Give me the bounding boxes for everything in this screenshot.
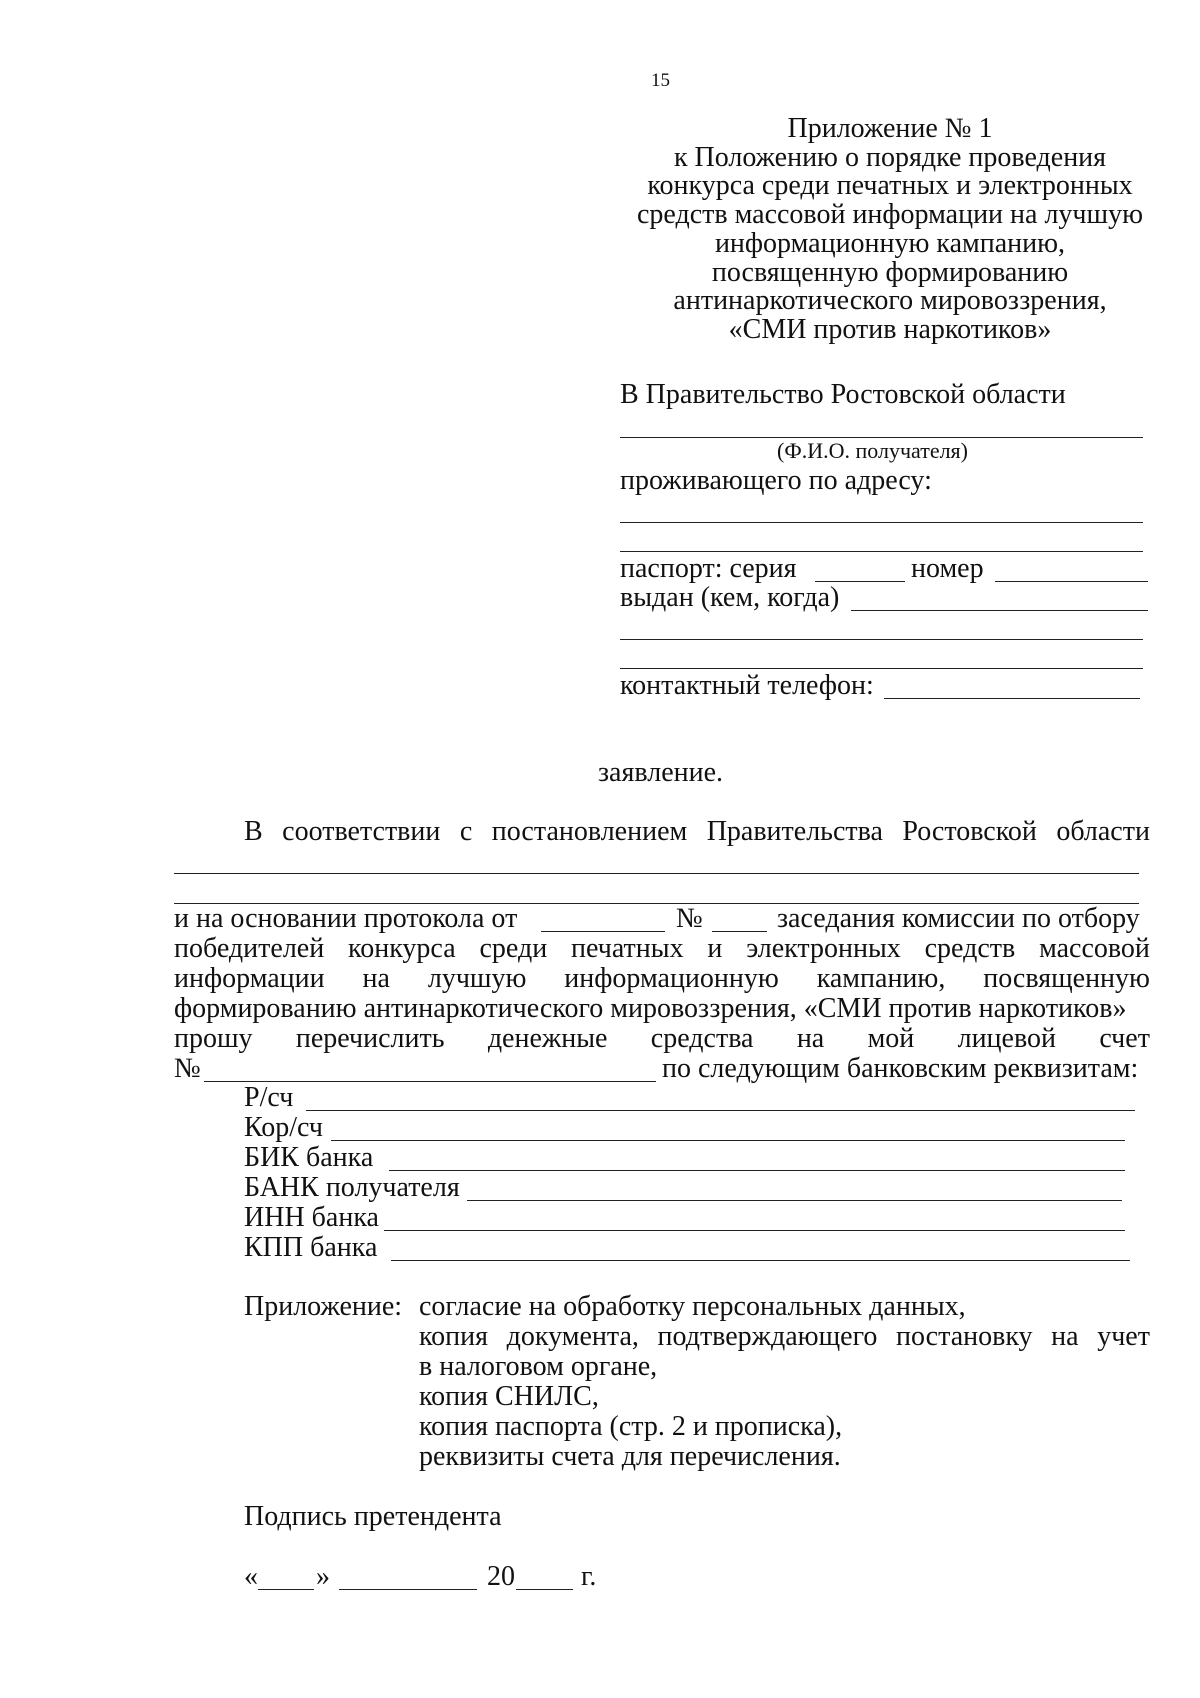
bank-field-kpp[interactable]	[391, 1260, 1130, 1261]
date-close-quote: »	[316, 1561, 330, 1592]
word: информации	[174, 963, 325, 994]
protocol-date-field[interactable]	[541, 931, 665, 932]
word: и	[707, 933, 723, 964]
word: посвященную	[983, 963, 1150, 994]
date-open-quote: «	[244, 1561, 258, 1592]
word: средств	[924, 933, 1016, 964]
word: с	[459, 816, 473, 847]
address-line-1[interactable]	[620, 522, 1143, 523]
attachment-item: копия паспорта (стр. 2 и прописка),	[419, 1411, 843, 1442]
address-label: проживающего по адресу:	[620, 465, 932, 496]
word: постановку	[896, 1321, 1033, 1352]
attachment-item	[419, 1321, 1150, 1353]
address-line-2[interactable]	[620, 551, 1143, 552]
issued-label: выдан (кем, когда)	[620, 582, 840, 613]
word: электронных	[746, 933, 901, 964]
issued-line-2[interactable]	[620, 639, 1143, 640]
passport-number-label: номер	[911, 553, 984, 584]
word: денежные	[487, 1023, 608, 1054]
appendix-line: средств массовой информации на лучшую	[637, 199, 1143, 231]
word: постановлением	[491, 816, 688, 847]
passport-number-field[interactable]	[995, 581, 1148, 582]
bank-field-bank[interactable]	[467, 1200, 1122, 1201]
word: на	[1051, 1321, 1079, 1352]
bank-field-bik[interactable]	[389, 1170, 1125, 1171]
phone-field[interactable]	[884, 698, 1140, 699]
attachment-item: реквизиты счета для перечисления.	[419, 1441, 841, 1472]
body-line-6: формированию антинаркотического мировоззрения, «СМИ против наркотиков»	[174, 993, 1127, 1024]
appendix-line: антинаркотического мировоззрения,	[673, 285, 1107, 317]
bank-field-korsch[interactable]	[331, 1140, 1125, 1141]
word: кампанию,	[816, 963, 946, 994]
appendix-header	[620, 115, 1160, 345]
attachment-item: согласие на обработку персональных данных,	[419, 1291, 966, 1322]
date-year-suffix: г.	[581, 1561, 597, 1592]
word: победителей	[174, 933, 325, 964]
word: на	[362, 963, 390, 994]
bank-field-inn[interactable]	[384, 1230, 1125, 1231]
fio-caption: (Ф.И.О. получателя)	[777, 438, 969, 463]
body-line-4	[174, 933, 1150, 965]
word: среди	[479, 933, 548, 964]
appendix-line: Приложение № 1	[787, 113, 993, 144]
attachment-item: в налоговом органе,	[419, 1351, 658, 1382]
word: области	[1056, 816, 1150, 847]
word: мой	[867, 1023, 915, 1054]
protocol-suffix: заседания комиссии по отбору	[777, 903, 1140, 934]
date-century: 20	[487, 1561, 515, 1592]
resolution-line-1[interactable]	[174, 873, 1139, 874]
bank-field-label: БИК банка	[244, 1142, 374, 1173]
page-number: 15	[651, 70, 670, 91]
appendix-line: информационную кампанию,	[714, 227, 1066, 259]
appendix-line: «СМИ против наркотиков»	[728, 313, 1052, 345]
word: на	[796, 1023, 825, 1054]
bank-field-label: ИНН банка	[244, 1202, 379, 1233]
word: В	[244, 816, 263, 847]
date-month-field[interactable]	[339, 1589, 477, 1590]
attachments-label: Приложение:	[244, 1291, 403, 1322]
word: Ростовской	[902, 816, 1037, 847]
word: Правительства	[706, 816, 883, 847]
date-day-field[interactable]	[258, 1589, 314, 1590]
phone-label: контактный телефон:	[620, 670, 874, 701]
bank-field-rsch[interactable]	[306, 1110, 1135, 1111]
appendix-line: конкурса среди печатных и электронных	[647, 170, 1133, 202]
protocol-number-field[interactable]	[712, 931, 767, 932]
signature-label: Подпись претендента	[244, 1501, 502, 1532]
bank-field-label: КПП банка	[244, 1232, 378, 1263]
date-year-field[interactable]	[516, 1589, 573, 1590]
bank-field-label: Р/сч	[244, 1082, 294, 1113]
protocol-prefix: и на основании протокола от	[174, 903, 518, 934]
word: подтверждающего	[657, 1321, 878, 1352]
body-line-5	[174, 963, 1150, 995]
word: лучшую	[427, 963, 527, 994]
word: прошу	[174, 1023, 253, 1054]
word: копия	[419, 1321, 489, 1352]
appendix-line: посвященную формированию	[711, 256, 1069, 288]
addressee-to: В Правительство Ростовской области	[620, 379, 1066, 410]
word: учет	[1097, 1321, 1150, 1352]
bank-details-suffix: по следующим банковским реквизитам:	[662, 1053, 1139, 1084]
word: счет	[1099, 1023, 1150, 1054]
bank-field-label: БАНК получателя	[244, 1172, 460, 1203]
body-line-7	[174, 1023, 1150, 1055]
word: массовой	[1039, 933, 1150, 964]
appendix-line: к Положению о порядке проведения	[673, 141, 1107, 173]
document-title: заявление.	[598, 757, 724, 788]
word: печатных	[571, 933, 684, 964]
account-number-sign: №	[174, 1053, 201, 1084]
passport-series-label: паспорт: серия	[620, 553, 797, 584]
word: перечислить	[295, 1023, 445, 1054]
word: документа,	[506, 1321, 639, 1352]
word: лицевой	[957, 1023, 1056, 1054]
attachment-item: копия СНИЛС,	[419, 1381, 599, 1412]
word: информационную	[564, 963, 779, 994]
body-line-1	[244, 816, 1150, 848]
bank-field-label: Кор/сч	[244, 1112, 324, 1143]
issued-line-3[interactable]	[620, 668, 1143, 669]
word: средства	[650, 1023, 754, 1054]
word: соответствии	[282, 816, 441, 847]
word: конкурса	[348, 933, 456, 964]
issued-field[interactable]	[851, 610, 1148, 611]
protocol-number-sign: №	[676, 903, 703, 934]
